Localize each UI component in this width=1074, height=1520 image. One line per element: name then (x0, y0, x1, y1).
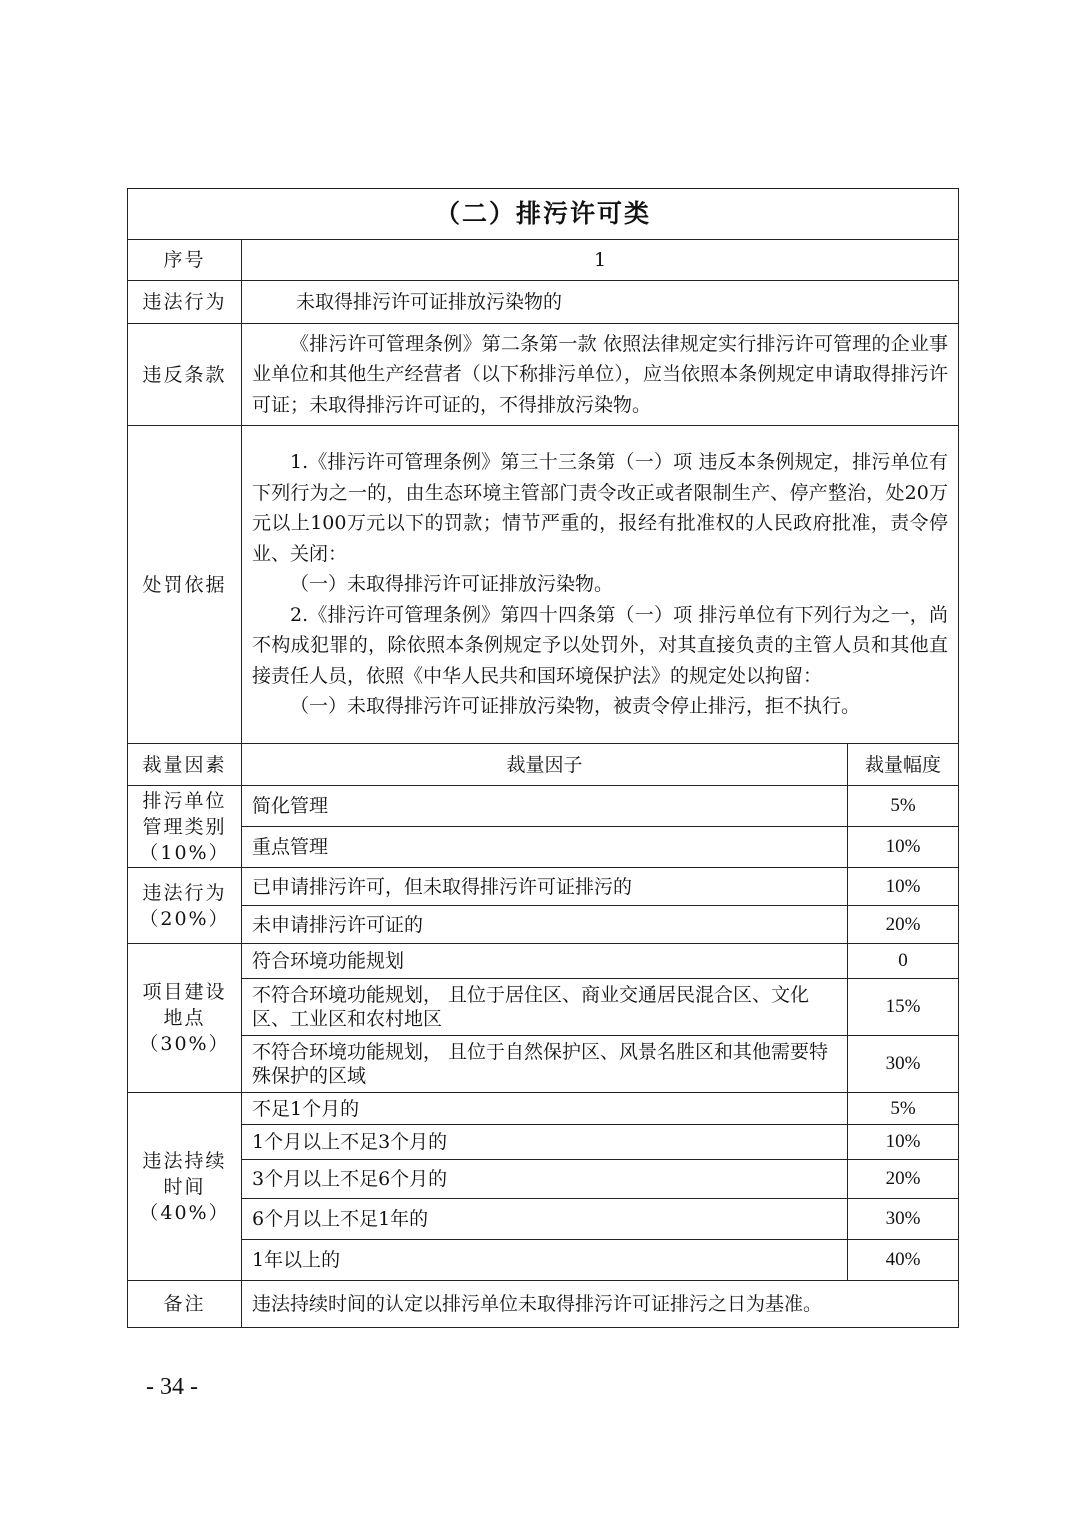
penalty-discretion-table (127, 188, 959, 1328)
factor-label-line: 地点 (163, 1007, 206, 1029)
factor-group-label (128, 786, 242, 868)
factor-label-line: （30%） (139, 1033, 230, 1055)
behavior-label: 违法行为 (128, 281, 242, 324)
factor-item: 简化管理 (242, 786, 848, 827)
clause-label: 违反条款 (128, 324, 242, 426)
factor-item: 1个月以上不足3个月的 (242, 1125, 848, 1160)
factor-group-label (128, 1093, 242, 1281)
factor-label-line: （20%） (139, 907, 230, 930)
factor-label-line: （40%） (139, 1201, 230, 1224)
discretion-factor-header: 裁量因素 (128, 744, 242, 786)
factor-label-line: 排污单位 (142, 789, 227, 812)
factor-label-line: 管理类别 (142, 815, 227, 838)
remark-label: 备注 (128, 1281, 242, 1328)
factor-range: 10% (848, 827, 959, 868)
factor-range: 0 (848, 944, 959, 979)
remark-text: 违法持续时间的认定以排污单位未取得排污许可证排污之日为基准。 (242, 1281, 959, 1328)
basis-paragraph: 2.《排污许可管理条例》第四十四条第（一）项 排污单位有下列行为之一，尚不构成犯罪的，除依照本条例规定予以处罚外，对其直接负责的主管人员和其他直接责任人员，依照《中华人民共和国环境保护法》的规定处以拘留： (252, 603, 949, 687)
factor-group-label (128, 868, 242, 944)
factor-label-line: 时间 (163, 1175, 206, 1198)
behavior-value: 未取得排污许可证排放污染物的 (242, 281, 959, 324)
factor-item: 3个月以上不足6个月的 (242, 1160, 848, 1199)
basis-paragraph: （一）未取得排污许可证排放污染物，被责令停止排污，拒不执行。 (290, 695, 861, 718)
factor-label-line: 违法行为 (142, 881, 227, 904)
factor-item: 不足1个月的 (242, 1093, 848, 1125)
factor-range: 10% (848, 868, 959, 906)
table-title: （二）排污许可类 (128, 189, 959, 240)
factor-range: 30% (848, 1199, 959, 1240)
basis-paragraph: 1.《排污许可管理条例》第三十三条第（一）项 违反本条例规定，排污单位有下列行为之一的，由生态环境主管部门责令改正或者限制生产、停产整治，处20万元以上100万元以下的罚款；情节严重的，报经有批准权的人民政府批准，责令停业、关闭： (252, 451, 949, 565)
factor-item: 不符合环境功能规划， 且位于居住区、商业交通居民混合区、文化区、工业区和农村地区 (242, 979, 848, 1036)
basis-label: 处罚依据 (128, 426, 242, 744)
basis-paragraph: （一）未取得排污许可证排放污染物。 (290, 573, 614, 596)
factor-range: 5% (848, 786, 959, 827)
factor-range: 30% (848, 1036, 959, 1093)
factor-item: 1年以上的 (242, 1240, 848, 1281)
serial-value: 1 (242, 240, 959, 281)
factor-range: 20% (848, 906, 959, 944)
factor-item: 未申请排污许可证的 (242, 906, 848, 944)
factor-item: 6个月以上不足1年的 (242, 1199, 848, 1240)
factor-range: 15% (848, 979, 959, 1036)
clause-text: 《排污许可管理条例》第二条第一款 依照法律规定实行排污许可管理的企业事业单位和其他生产经营者（以下称排污单位），应当依照本条例规定申请取得排污许可证；未取得排污许可证的，不得排放污染物。 (242, 324, 959, 426)
factor-group-label (128, 944, 242, 1093)
discretion-item-header: 裁量因子 (242, 744, 848, 786)
factor-range: 5% (848, 1093, 959, 1125)
factor-item: 符合环境功能规划 (242, 944, 848, 979)
factor-label-line: 项目建设 (142, 981, 227, 1003)
factor-range: 10% (848, 1125, 959, 1160)
factor-item: 重点管理 (242, 827, 848, 868)
factor-item: 不符合环境功能规划， 且位于自然保护区、风景名胜区和其他需要特殊保护的区域 (242, 1036, 848, 1093)
serial-label: 序号 (128, 240, 242, 281)
discretion-range-header: 裁量幅度 (848, 744, 959, 786)
page-number: - 34 - (146, 1374, 198, 1400)
basis-text (242, 426, 959, 744)
factor-item: 已申请排污许可，但未取得排污许可证排污的 (242, 868, 848, 906)
factor-label-line: （10%） (139, 841, 230, 864)
factor-range: 40% (848, 1240, 959, 1281)
factor-label-line: 违法持续 (142, 1149, 227, 1172)
factor-range: 20% (848, 1160, 959, 1199)
